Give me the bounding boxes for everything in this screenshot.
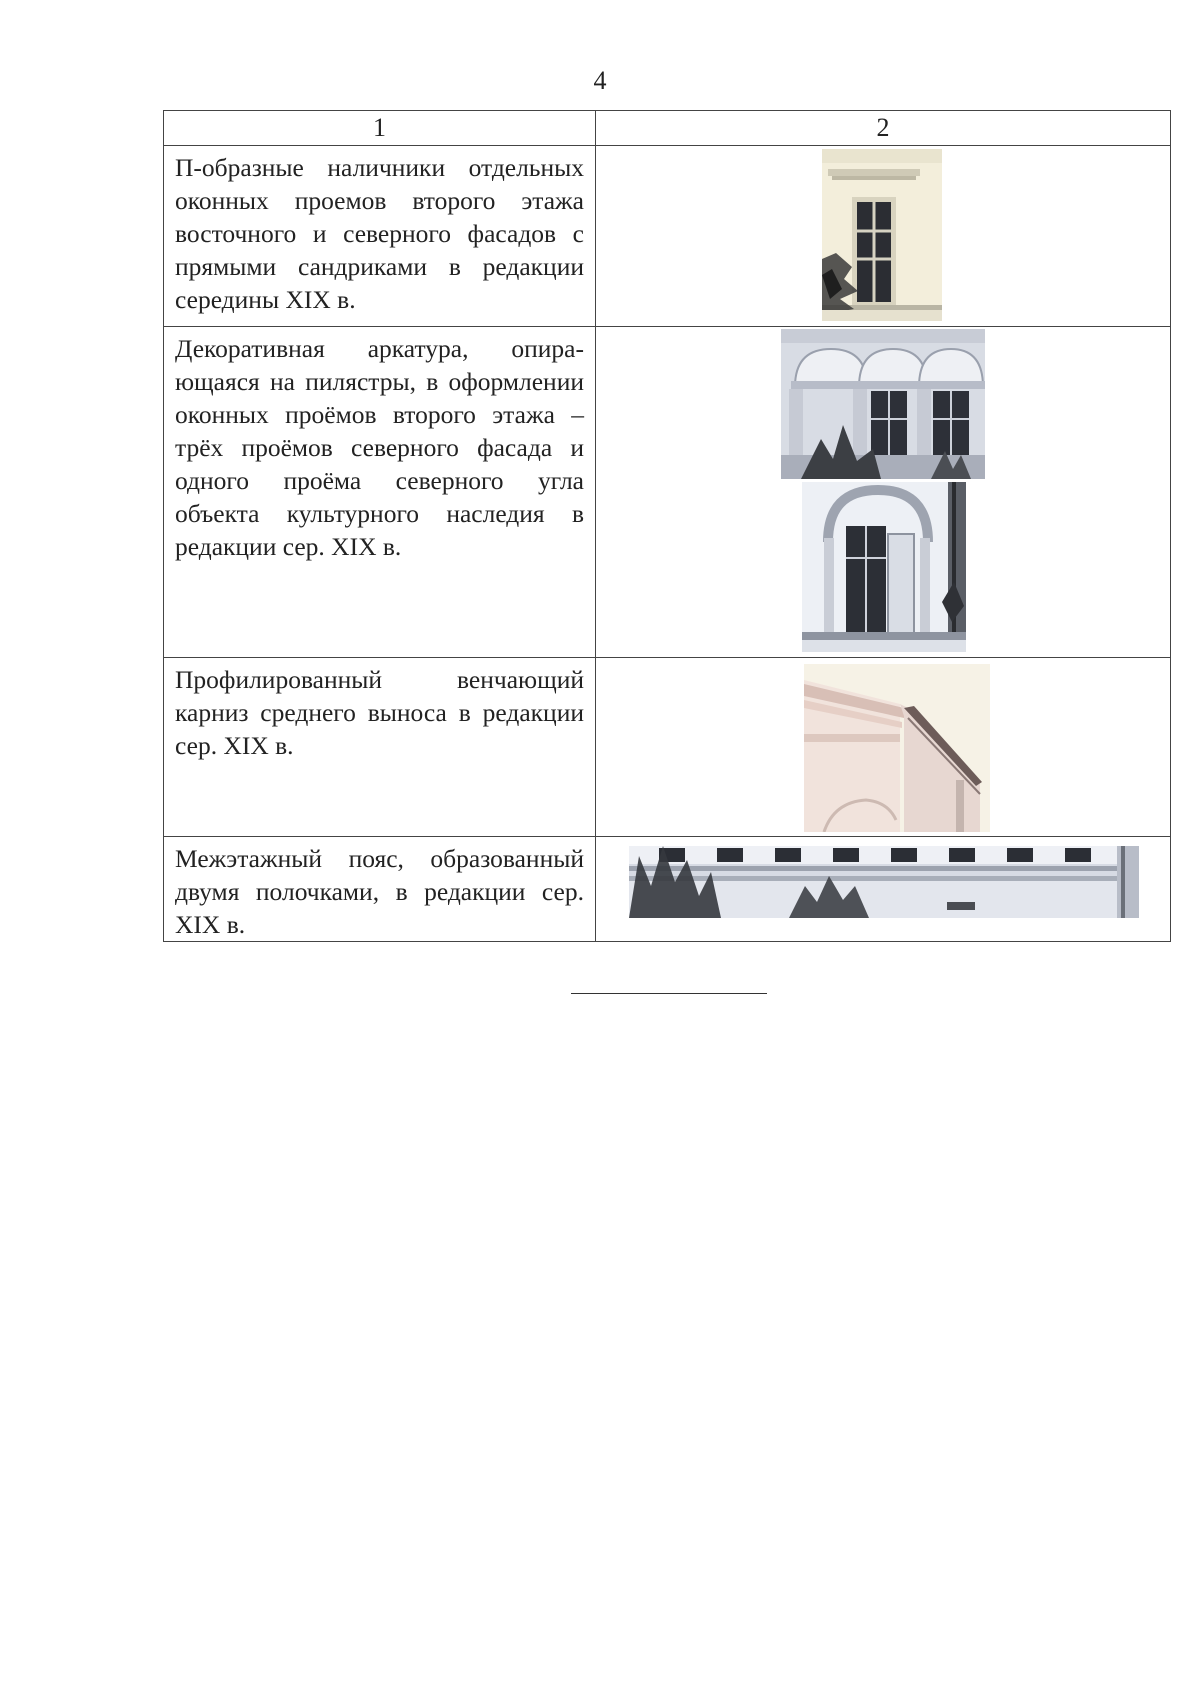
column-header-1: 1 (164, 111, 596, 146)
description-cell (164, 837, 596, 942)
column-header-2: 2 (596, 111, 1171, 146)
page-number: 4 (593, 66, 607, 95)
description-cell (164, 658, 596, 837)
end-divider-line (571, 993, 767, 994)
three-arched-windows-photo (781, 329, 985, 479)
table-header-row (164, 111, 1171, 146)
heritage-elements-table (163, 110, 1171, 942)
element-description: Декоративная аркатура, опирающаяся на пилястры, в оформлении оконных проёмов второго этажа – трёх проёмов северного фасада и одного проёма северного угла объекта культурного наследия в редакции сер. XIX в. (175, 334, 584, 561)
table-row (164, 327, 1171, 658)
photo-cell (596, 327, 1171, 658)
element-description: П-образные наличники отдельных оконных проемов второго этажа восточного и северного фасадов с прямыми сандриками в редакции середины XIX в. (175, 153, 584, 314)
element-description: Профилированный венчающий карниз среднего выноса в редакции сер. XIX в. (175, 665, 584, 760)
interfloor-belt-facade-photo (629, 846, 1139, 918)
photo-cell (596, 146, 1171, 327)
description-cell (164, 327, 596, 658)
window-with-straight-sandrik-photo (822, 149, 942, 321)
photo-cell (596, 658, 1171, 837)
table-row (164, 658, 1171, 837)
photo-cell (596, 837, 1171, 942)
cornice-corner-photo (804, 664, 990, 832)
element-description: Межэтажный пояс, образованный двумя полочками, в редакции сер. XIX в. (175, 844, 584, 939)
table-row (164, 146, 1171, 327)
table-row (164, 837, 1171, 942)
corner-arched-window-photo (802, 482, 966, 652)
description-cell (164, 146, 596, 327)
